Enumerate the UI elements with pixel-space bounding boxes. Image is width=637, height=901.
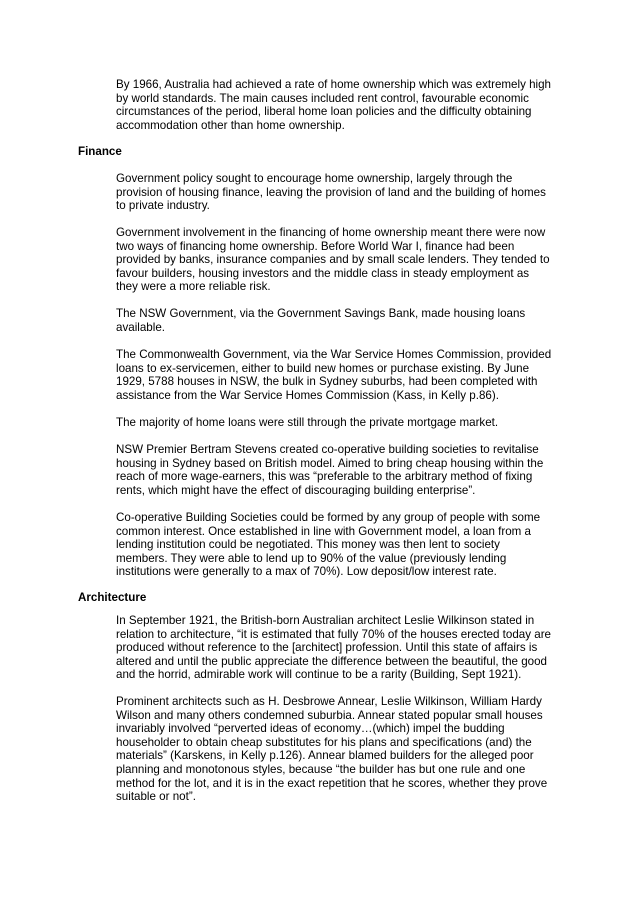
- text-line: The Commonwealth Government, via the War Service Homes Commission, provided: [116, 348, 552, 361]
- text-line: By 1966, Australia had achieved a rate of home ownership which was extremely high: [116, 78, 552, 91]
- text-line: to private industry.: [116, 199, 210, 213]
- finance-paragraph-3: [116, 307, 566, 334]
- architecture-paragraph-1: [116, 614, 566, 682]
- finance-paragraph-4: [116, 348, 566, 402]
- text-line: householder to obtain cheap substitutes for his plans and specifications (and) the: [116, 735, 532, 749]
- text-line: two ways of financing home ownership. Before World War I, finance had been: [116, 239, 515, 253]
- text-line: The NSW Government, via the Government Savings Bank, made housing loans: [116, 307, 526, 320]
- finance-paragraph-2: [116, 226, 566, 294]
- text-line: members. They were able to lend up to 90% of the value (previously lending: [116, 551, 507, 565]
- text-line: loans to ex-servicemen, either to build new homes or purchase existing. By June: [116, 361, 530, 375]
- text-line: Government policy sought to encourage home ownership, largely through the: [116, 172, 513, 185]
- text-line: invariably involved “perverted ideas of economy…(which) impel the budding: [116, 722, 505, 736]
- finance-paragraph-7: [116, 511, 566, 579]
- architecture-paragraph-2: [116, 695, 566, 804]
- text-line: institutions were generally to a max of 70%). Low deposit/low interest rate.: [116, 565, 497, 579]
- text-line: accommodation other than home ownership.: [116, 118, 345, 132]
- finance-paragraph-5: [116, 416, 566, 430]
- text-line: altered and until the public appreciate the difference between the beautiful, the good: [116, 654, 548, 668]
- text-line: housing in Sydney based on British model. Aimed to bring cheap housing within the: [116, 456, 544, 470]
- text-line: planning and monotonous styles, because “the builder has but one rule and one: [116, 762, 526, 776]
- text-line: In September 1921, the British-born Australian architect Leslie Wilkinson stated in: [116, 614, 535, 627]
- architecture-heading: Architecture: [78, 591, 147, 604]
- text-line: materials” (Karskens, in Kelly p.126). Annear blamed builders for the alleged poor: [116, 749, 534, 763]
- text-line: they were a more reliable risk.: [116, 280, 271, 294]
- text-line: circumstances of the period, liberal home loan policies and the difficulty obtaining: [116, 105, 532, 119]
- finance-paragraph-1: [116, 172, 566, 213]
- text-line: provided by banks, insurance companies and by small scale lenders. They tended to: [116, 253, 550, 267]
- text-line: by world standards. The main causes included rent control, favourable economic: [116, 91, 529, 105]
- text-line: available.: [116, 320, 165, 334]
- text-line: reach of more wage-earners, this was “preferable to the arbitrary method of fixing: [116, 470, 533, 484]
- text-line: method for the lot, and it is in the exact repetition that he scores, whether they prove: [116, 776, 548, 790]
- finance-heading: Finance: [78, 145, 122, 158]
- text-line: suitable or not”.: [116, 790, 196, 804]
- text-line: and the horrid, admirable work will continue to be a rarity (Building, Sept 1921).: [116, 668, 522, 682]
- text-line: produced without reference to the [architect] profession. Until this state of affairs is: [116, 641, 538, 655]
- text-line: NSW Premier Bertram Stevens created co-operative building societies to revitalise: [116, 443, 539, 456]
- text-line: provision of housing finance, leaving the provision of land and the building of homes: [116, 185, 546, 199]
- text-line: common interest. Once established in line with Government model, a loan from a: [116, 524, 531, 538]
- text-line: Prominent architects such as H. Desbrowe Annear, Leslie Wilkinson, William Hardy: [116, 695, 542, 708]
- text-line: Wilson and many others condemned suburbia. Annear stated popular small houses: [116, 708, 543, 722]
- intro-paragraph: [116, 78, 566, 132]
- text-line: assistance from the War Service Homes Commission (Kass, in Kelly p.86).: [116, 388, 499, 402]
- text-line: The majority of home loans were still through the private mortgage market.: [116, 416, 499, 429]
- finance-paragraph-6: [116, 443, 566, 497]
- text-line: relation to architecture, “it is estimated that fully 70% of the houses erected today are: [116, 627, 551, 641]
- text-line: lending institution could be negotiated. This money was then lent to society: [116, 538, 500, 552]
- text-line: 1929, 5788 houses in NSW, the bulk in Sydney suburbs, had been completed with: [116, 375, 538, 389]
- text-line: Government involvement in the financing of home ownership meant there were now: [116, 226, 546, 239]
- text-line: favour builders, housing investors and the middle class in steady employment as: [116, 266, 530, 280]
- text-line: Co-operative Building Societies could be formed by any group of people with some: [116, 511, 541, 524]
- text-line: rents, which might have the effect of discouraging building enterprise”.: [116, 483, 476, 497]
